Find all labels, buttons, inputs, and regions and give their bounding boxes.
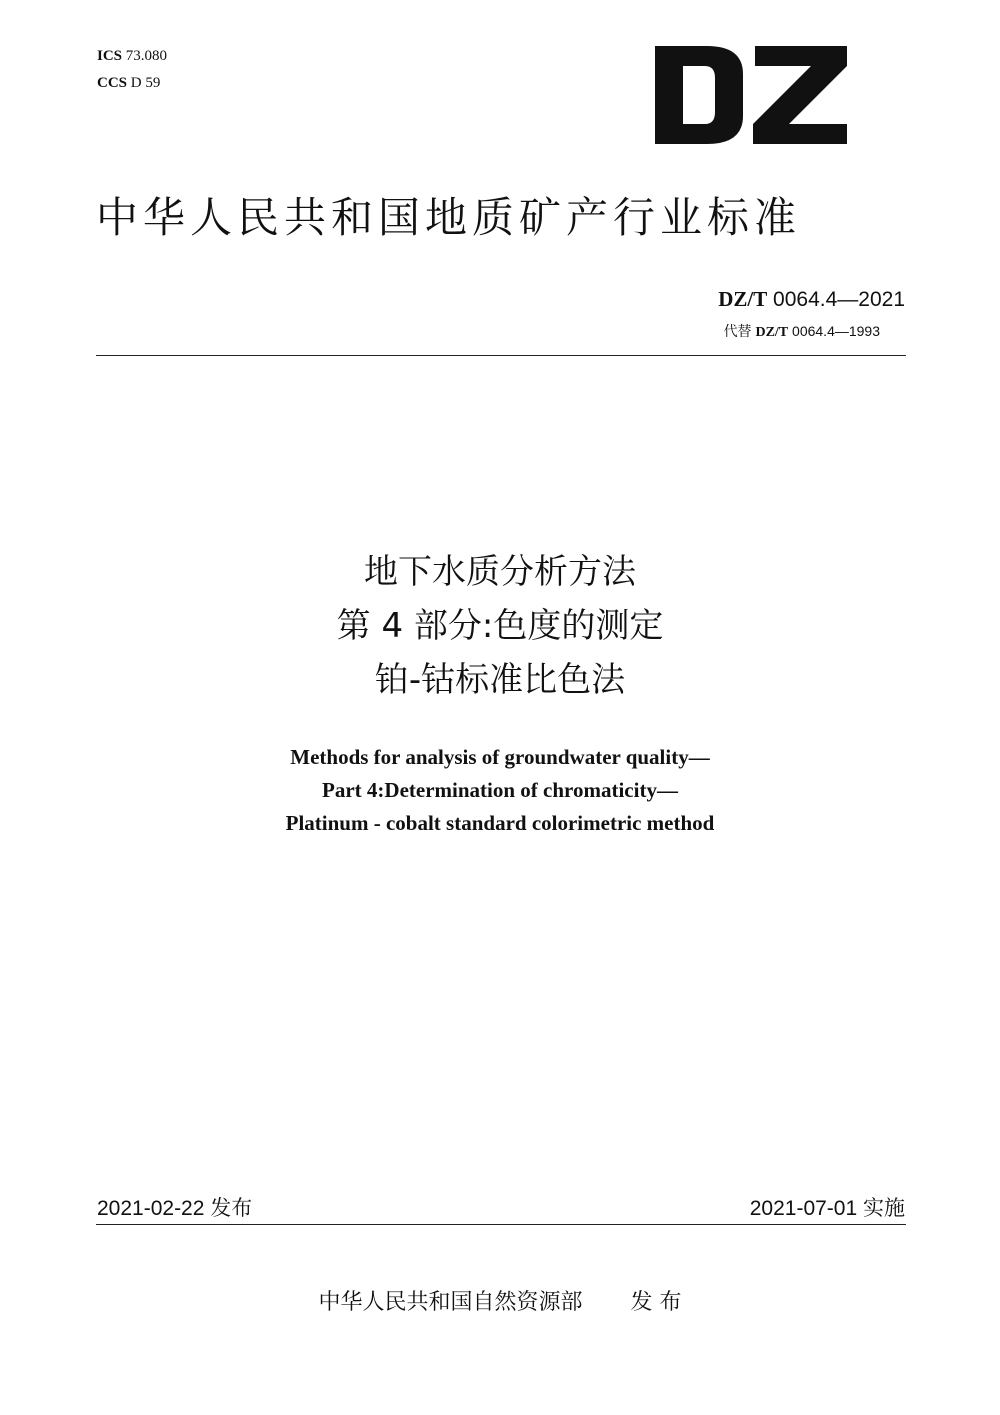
implement-date: 2021-07-01 实施 <box>749 1197 905 1220</box>
standard-number-value: 0064.4—2021 <box>773 288 905 311</box>
title-en-line1: Methods for analysis of groundwater quality— <box>290 745 710 769</box>
issuer-org: 中华人民共和国自然资源部 <box>318 1290 583 1315</box>
footer-divider <box>96 1224 906 1225</box>
issuer-action: 发 布 <box>630 1290 682 1315</box>
standard-number <box>718 285 905 314</box>
title-cn-line2: 第 4 部分:色度的测定 <box>336 606 664 646</box>
title-en-line3: Platinum - cobalt standard colorimetric method <box>285 811 715 835</box>
ccs-prefix: CCS <box>97 75 128 91</box>
ics-code <box>97 46 167 66</box>
standard-name: 中华人民共和国地质矿产行业标准 <box>96 193 802 242</box>
standard-number-prefix: DZ/T <box>718 287 768 311</box>
title-en-line2: Part 4:Determination of chromaticity— <box>322 778 678 802</box>
replaces-number: 0064.4—1993 <box>792 323 880 339</box>
replaces-label: 代替 <box>723 323 752 339</box>
issue-date: 2021-02-22 发布 <box>97 1197 253 1220</box>
ccs-number: D 59 <box>130 75 161 91</box>
dz-logo <box>655 46 847 144</box>
ccs-code <box>97 73 160 93</box>
issuer <box>0 1288 1000 1318</box>
ics-number: 73.080 <box>125 48 168 64</box>
title-cn-line3: 铂-钴标准比色法 <box>374 660 626 700</box>
title-cn-line1: 地下水质分析方法 <box>364 552 636 592</box>
replaces-prefix: DZ/T <box>755 325 789 340</box>
ics-prefix: ICS <box>97 48 123 64</box>
replaces-standard <box>724 321 880 343</box>
header-divider <box>96 355 906 356</box>
